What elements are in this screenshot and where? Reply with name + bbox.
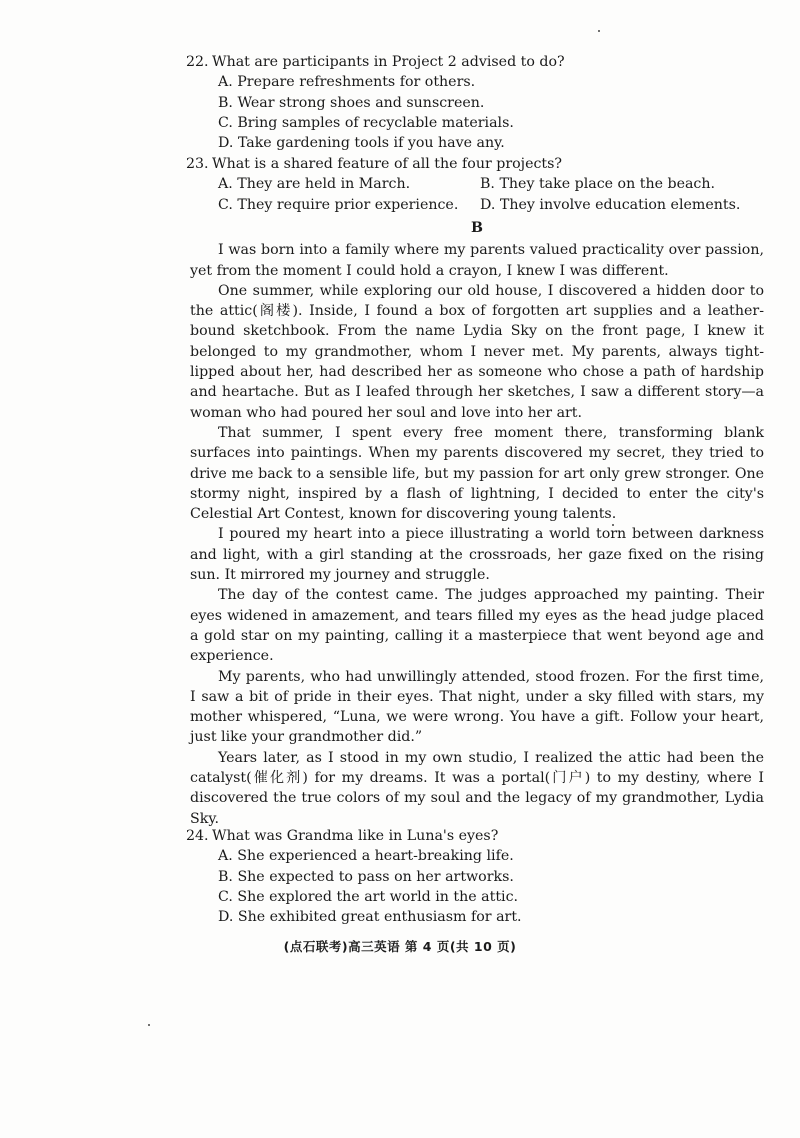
option-c: C. They require prior experience.: [218, 196, 459, 213]
scan-speck: [598, 30, 600, 32]
question-22: [186, 52, 766, 153]
option-row-1: [186, 174, 766, 194]
option-b: B. They take place on the beach.: [480, 176, 716, 193]
question-text: What is a shared feature of all the four projects?: [212, 156, 563, 172]
paragraph-3: That summer, I spent every free moment there, transforming blank surfaces into paintings. When my parents discovered my secret, they tried to drive me back to a sensible life, but my passion for art only grew stronger. One stormy night, inspired by a flash of lightning, I decided to enter the city's Celestial Art Contest, known for discovering young talents.: [190, 424, 764, 523]
option-c: C. Bring samples of recyclable materials.: [218, 114, 514, 131]
paragraph-6: My parents, who had unwillingly attended, stood frozen. For the first time, I saw a bit of pride in their eyes. That night, under a sky filled with stars, my mother whispered, “Luna, we were wrong. You have a gift. Follow your heart, just like your grandmother did.”: [190, 668, 764, 746]
section-b: [190, 216, 764, 829]
paragraph-2: One summer, while exploring our old house, I discovered a hidden door to the attic(阁楼). Inside, I found a box of forgotten art supplies and a leather-bound sketchbook. From the name Lydia Sky on the front page, I knew it belonged to my grandmother, whom I never met. My parents, always tight-lipped about her, had described her as someone who chose a path of hardship and heartache. But as I leafed through her sketches, I saw a different story—a woman who had poured her soul and love into her art.: [190, 282, 764, 421]
question-24-stem: [186, 826, 766, 846]
question-number: 24.: [186, 828, 209, 844]
question-24: [186, 826, 766, 927]
question-23-stem: [186, 154, 766, 174]
option-a: A. She experienced a heart-breaking life.: [218, 848, 514, 865]
question-number: 23.: [186, 156, 209, 172]
paragraph-4: I poured my heart into a piece illustrating a world torn between darkness and light, with a girl standing at the crossroads, her gaze fixed on the rising sun. It mirrored my journey and struggle.: [190, 526, 764, 584]
question-22-stem: [186, 52, 766, 72]
option-d: D. They involve education elements.: [480, 196, 741, 213]
option-b: B. She expected to pass on her artworks.: [218, 868, 514, 885]
paragraph-5: The day of the contest came. The judges approached my painting. Their eyes widened in amazement, and tears filled my eyes as the head judge placed a gold star on my painting, calling it a masterpiece that went beyond age and experience.: [190, 587, 764, 665]
option-row-2: [186, 195, 766, 215]
option-d: D. She exhibited great enthusiasm for art.: [218, 909, 522, 926]
question-number: 22.: [186, 54, 209, 70]
option-b: B. Wear strong shoes and sunscreen.: [218, 94, 485, 111]
option-c: C. She explored the art world in the attic.: [218, 888, 519, 905]
scan-speck: [612, 524, 614, 526]
question-text: What was Grandma like in Luna's eyes?: [212, 828, 499, 844]
paragraph-1: I was born into a family where my parents valued practicality over passion, yet from the moment I could hold a crayon, I knew I was different.: [190, 242, 764, 279]
paragraph-7: Years later, as I stood in my own studio, I realized the attic had been the catalyst(催化剂) for my dreams. It was a portal(门户) to my destiny, where I discovered the true colors of my soul and the legacy of my grandmother, Lydia Sky.: [190, 749, 764, 827]
section-title: B: [471, 220, 483, 236]
option-a: A. They are held in March.: [218, 176, 411, 193]
scan-speck: [148, 1024, 150, 1026]
page-footer: (点石联考)高三英语 第 4 页(共 10 页): [283, 939, 517, 954]
question-text: What are participants in Project 2 advised to do?: [212, 54, 565, 70]
option-a: A. Prepare refreshments for others.: [218, 74, 476, 91]
question-23: [186, 154, 766, 215]
option-d: D. Take gardening tools if you have any.: [218, 135, 505, 152]
